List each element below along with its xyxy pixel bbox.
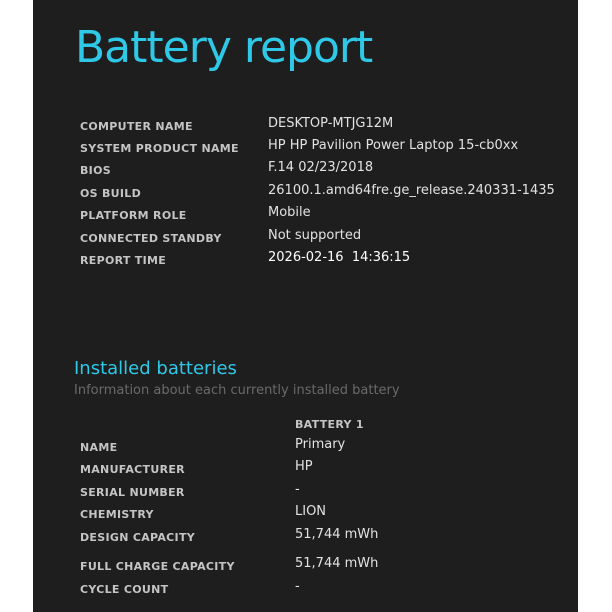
info-value: Mobile bbox=[268, 205, 311, 220]
battery-row-design-capacity bbox=[80, 527, 570, 549]
battery-row-chemistry bbox=[80, 504, 570, 526]
info-row-bios bbox=[80, 160, 570, 182]
info-row-computer-name bbox=[80, 116, 570, 138]
battery-value: 51,744 mWh bbox=[295, 527, 379, 542]
info-value: 26100.1.amd64fre.ge_release.240331-1435 bbox=[268, 183, 555, 198]
info-row-report-time bbox=[80, 250, 570, 272]
info-row-connected-standby bbox=[80, 228, 570, 250]
battery-row-manufacturer bbox=[80, 459, 570, 481]
battery-value: Primary bbox=[295, 437, 346, 452]
info-value: Not supported bbox=[268, 228, 362, 243]
info-value: 2026-02-16 14:36:15 bbox=[268, 250, 411, 265]
info-value: HP HP Pavilion Power Laptop 15-cb0xx bbox=[268, 138, 519, 153]
battery-label: DESIGN CAPACITY bbox=[80, 531, 196, 544]
info-value: DESKTOP-MTJG12M bbox=[268, 116, 394, 131]
info-label: CONNECTED STANDBY bbox=[80, 232, 222, 245]
info-row-system-product-name bbox=[80, 138, 570, 160]
battery-label: FULL CHARGE CAPACITY bbox=[80, 560, 235, 573]
installed-batteries-subtitle: Information about each currently installed battery bbox=[74, 383, 400, 398]
info-label: OS BUILD bbox=[80, 187, 142, 200]
battery-label: MANUFACTURER bbox=[80, 463, 185, 476]
battery-value: LION bbox=[295, 504, 327, 519]
info-label: COMPUTER NAME bbox=[80, 120, 193, 133]
info-row-os-build bbox=[80, 183, 570, 205]
battery-value: - bbox=[295, 482, 300, 497]
battery-label: NAME bbox=[80, 441, 118, 454]
battery-row-name bbox=[80, 437, 570, 459]
info-label: BIOS bbox=[80, 164, 111, 177]
info-label: SYSTEM PRODUCT NAME bbox=[80, 142, 239, 155]
info-row-platform-role bbox=[80, 205, 570, 227]
battery-row-serial-number bbox=[80, 482, 570, 504]
battery-value: 51,744 mWh bbox=[295, 556, 379, 571]
battery-value: - bbox=[295, 579, 300, 594]
info-value: F.14 02/23/2018 bbox=[268, 160, 374, 175]
battery-label: CYCLE COUNT bbox=[80, 583, 169, 596]
info-label: REPORT TIME bbox=[80, 254, 167, 267]
info-label: PLATFORM ROLE bbox=[80, 209, 187, 222]
battery-column-header: BATTERY 1 bbox=[295, 418, 364, 431]
battery-label: CHEMISTRY bbox=[80, 508, 154, 521]
battery-label: SERIAL NUMBER bbox=[80, 486, 185, 499]
report-title: Battery report bbox=[75, 22, 373, 73]
battery-report-page bbox=[33, 0, 578, 612]
battery-value: HP bbox=[295, 459, 313, 474]
battery-row-full-charge-capacity bbox=[80, 556, 570, 578]
installed-batteries-heading: Installed batteries bbox=[74, 358, 237, 379]
battery-row-cycle-count bbox=[80, 579, 570, 601]
